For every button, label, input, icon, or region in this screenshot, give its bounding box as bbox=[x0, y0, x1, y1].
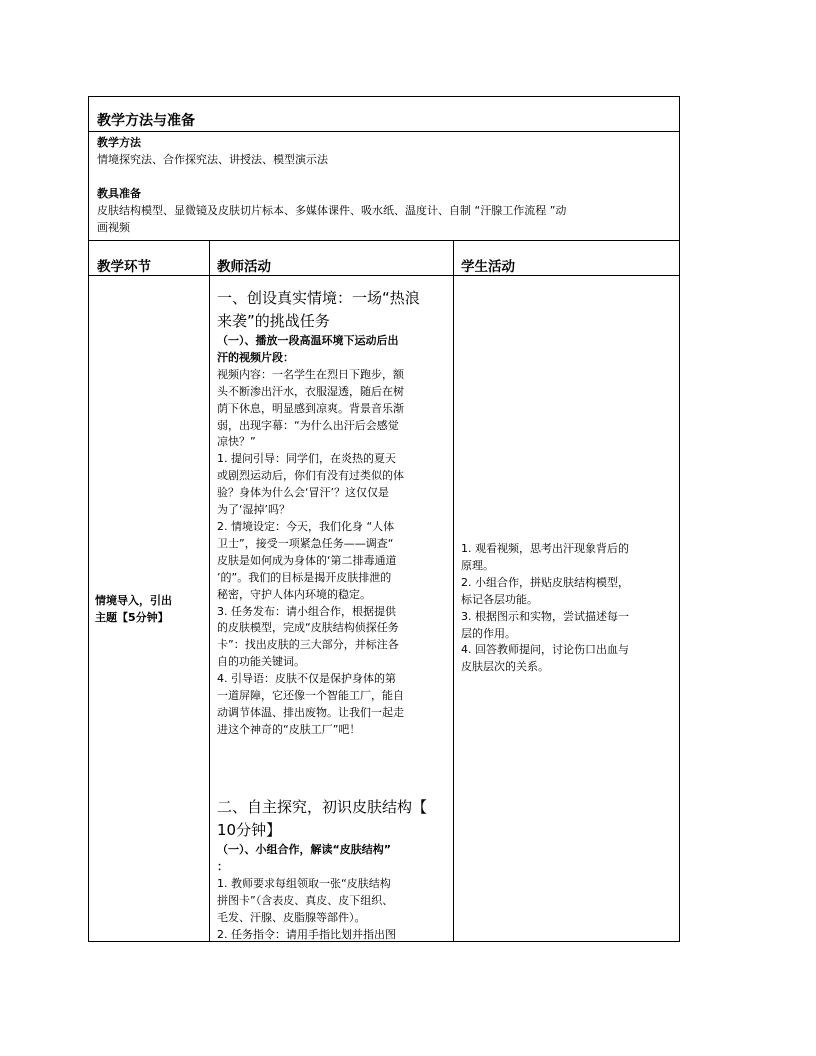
body-line: 进这个神奇的“皮肤工厂”吧！ bbox=[217, 722, 361, 736]
student-activities-cell bbox=[461, 541, 677, 676]
teacher-activities-cell bbox=[217, 287, 451, 739]
body-line: 自的功能关键词。 bbox=[217, 655, 305, 669]
body-line: 毛发、汗腺、皮脂腺等部件）。 bbox=[217, 910, 366, 924]
body-line: 皮肤是如何成为身体的‘第二排毒通道 bbox=[217, 553, 397, 567]
body-line: 4. 引导语：皮肤不仅是保护身体的第 bbox=[217, 672, 396, 686]
materials-title: 教具准备 bbox=[97, 187, 141, 200]
body-line: 为了‘湿掉’吗？ bbox=[217, 503, 290, 517]
stage-line: 主题【5分钟】 bbox=[95, 610, 169, 624]
materials-line: 皮肤结构模型、显微镜及皮肤切片标本、多媒体课件、吸水纸、温度计、自制 “汗腺工作流程 ”动 bbox=[97, 204, 567, 217]
section-1-title bbox=[217, 287, 451, 333]
methods-title: 教学方法 bbox=[97, 136, 141, 149]
body-line: 3. 任务发布：请小组合作，根据提供 bbox=[217, 604, 396, 618]
column-header-stage: 教学环节 bbox=[97, 259, 151, 275]
subsection-1-title-line: （一）、播放一段高温环境下运动后出 bbox=[217, 334, 399, 347]
body-line: 拼图卡”（含表皮、真皮、皮下组织、 bbox=[217, 893, 394, 907]
body-line: 凉快？” bbox=[217, 435, 256, 449]
subsection-1-title bbox=[217, 333, 451, 367]
student-line: 2. 小组合作，拼贴皮肤结构模型， bbox=[461, 575, 629, 589]
student-line: 4. 回答教师提问，讨论伤口出血与 bbox=[461, 643, 629, 657]
body-line: 卫士”，接受一项紧急任务——调查“ bbox=[217, 536, 394, 550]
section-2-body bbox=[217, 876, 451, 944]
body-line: 荫下休息，明显感到凉爽。背景音乐渐 bbox=[217, 401, 404, 415]
rule-under-heading bbox=[89, 131, 679, 132]
section-1-title-line: 来袭”的挑战任务 bbox=[217, 312, 330, 330]
section-2-title-line: 10分钟】 bbox=[217, 821, 282, 839]
section-2-title-line: 二、自主探究，初识皮肤结构【 bbox=[217, 798, 428, 816]
body-line: 动调节体温、排出废物。让我们一起走 bbox=[217, 705, 404, 719]
body-line: 秘密，守护人体内环境的稳定。 bbox=[217, 587, 371, 601]
column-header-teacher: 教师活动 bbox=[217, 259, 271, 275]
body-line: 或剧烈运动后，你们有没有过类似的体 bbox=[217, 469, 404, 483]
rule-above-columns bbox=[89, 240, 679, 241]
section-2-title bbox=[217, 796, 451, 842]
body-line: 验？身体为什么会‘冒汗’？这仅仅是 bbox=[217, 486, 389, 500]
materials-line: 画视频 bbox=[97, 220, 130, 234]
stage-cell bbox=[95, 593, 207, 627]
student-line: 层的作用。 bbox=[461, 626, 516, 640]
methods-text: 情境探究法、合作探究法、讲授法、模型演示法 bbox=[97, 153, 328, 166]
subsection-2-title-line: （一）、小组合作，解读“皮肤结构” bbox=[217, 843, 391, 856]
student-line: 标记各层功能。 bbox=[461, 592, 538, 606]
subsection-2-title-line: ： bbox=[217, 859, 228, 873]
column-header-student: 学生活动 bbox=[461, 259, 515, 275]
lesson-plan-table bbox=[88, 96, 680, 942]
body-line: 2. 情境设定：今天，我们化身 “人体 bbox=[217, 519, 395, 533]
student-line: 3. 根据图示和实物，尝试描述每一 bbox=[461, 609, 629, 623]
student-line: 1. 观看视频，思考出汗现象背后的 bbox=[461, 542, 629, 555]
teacher-activities-section-2 bbox=[217, 796, 451, 943]
subsection-1-title-line: 汗的视频片段： bbox=[217, 350, 294, 364]
column-divider-2 bbox=[453, 240, 454, 941]
body-line: 1. 提问引导：同学们，在炎热的夏天 bbox=[217, 452, 396, 466]
body-line: 1. 教师要求每组领取一张“皮肤结构 bbox=[217, 876, 391, 890]
body-line: ’的”。我们的目标是揭开皮肤排泄的 bbox=[217, 570, 392, 584]
body-line: 视频内容：一名学生在烈日下跑步，额 bbox=[217, 367, 404, 381]
column-divider-1 bbox=[209, 240, 210, 941]
body-line: 弱，出现字幕：“为什么出汗后会感觉 bbox=[217, 418, 399, 432]
section-1-title-line: 一、创设真实情境：一场“热浪 bbox=[217, 289, 420, 307]
body-line: 一道屏障，它还像一个智能工厂，能自 bbox=[217, 689, 404, 703]
student-line: 皮肤层次的关系。 bbox=[461, 660, 549, 674]
body-line: 头不断渗出汗水，衣服湿透，随后在树 bbox=[217, 384, 404, 398]
section-1-body bbox=[217, 367, 451, 739]
student-line: 原理。 bbox=[461, 558, 494, 572]
body-line: 卡”：找出皮肤的三大部分，并标注各 bbox=[217, 638, 399, 652]
body-line: 2. 任务指令：请用手指比划并指出图 bbox=[217, 927, 396, 941]
section-heading: 教学方法与准备 bbox=[97, 113, 195, 129]
stage-line: 情境导入，引出 bbox=[95, 594, 172, 607]
materials-text bbox=[97, 203, 677, 237]
subsection-2-title bbox=[217, 842, 451, 876]
rule-under-columns bbox=[89, 275, 679, 276]
body-line: 的皮肤模型，完成“皮肤结构侦探任务 bbox=[217, 621, 399, 635]
